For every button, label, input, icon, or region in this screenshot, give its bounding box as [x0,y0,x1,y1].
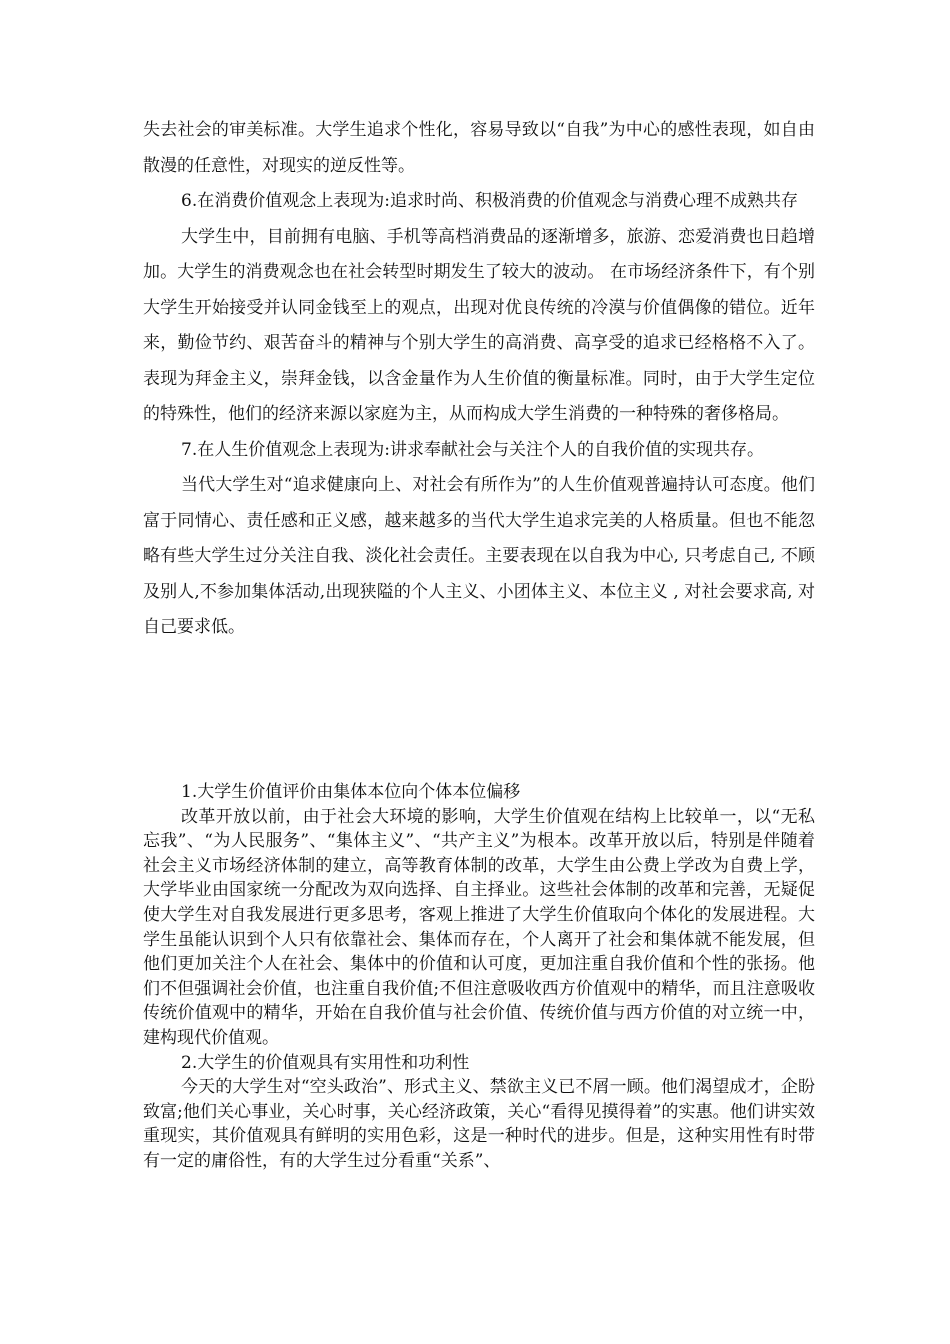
heading-consumption-values: 6.在消费价值观念上表现为:追求时尚、积极消费的价值观念与消费心理不成熟共存 [181,191,798,211]
paragraph-collective-to-individual: 改革开放以前，由于社会大环境的影响，大学生价值观在结构上比较单一，以“无私忘我”、“为人民服务”、“集体主义”、“共产主义”为根本。改革开放以后，特别是伴随着社会主义市场经济体制的建立，高等教育体制的改革，大学生由公费上学改为自费上学，大学毕业由国家统一分配改为双向选择、自主择业。这些社会体制的改革和完善，无疑促使大学生对自我发展进行更多思考，客观上推进了大学生价值取向个体化的发展进程。大学生虽能认识到个人只有依靠社会、集体而存在，个人离开了社会和集体就不能发展，但他们更加关注个人在社会、集体中的价值和认可度，更加注重自我价值和个性的张扬。他们不但强调社会价值，也注重自我价值;不但注意吸收西方价值观中的精华，而且注意吸收传统价值观中的精华，开始在自我价值与社会价值、传统价值与西方价值的对立统一中，建构现代价值观。 [143,806,815,1048]
paragraph-consumption-values: 大学生中，目前拥有电脑、手机等高档消费品的逐渐增多，旅游、恋爱消费也日趋增加。大学生的消费观念也在社会转型时期发生了较大的波动。 在市场经济条件下，有个别大学生开始接受并认同金钱至上的观点，出现对优良传统的冷漠与价值偶像的错位。近年来，勤俭节约、艰苦奋斗的精神与个别大学生的高消费、高享受的追求已经格格不入了。表现为拜金主义，崇拜金钱，以含金量作为人生价值的衡量标准。同时，由于大学生定位的特殊性，他们的经济来源以家庭为主，从而构成大学生消费的一种特殊的奢侈格局。 [143,226,815,424]
heading-collective-to-individual: 1.大学生价值评价由集体本位向个体本位偏移 [181,782,521,802]
upper-section [143,113,815,646]
paragraph-aesthetic-standard: 失去社会的审美标准。大学生追求个性化，容易导致以“自我”为中心的感性表现，如自由散漫的任意性，对现实的逆反性等。 [143,120,815,176]
paragraph-life-values: 当代大学生对“追求健康向上、对社会有所作为”的人生价值观普遍持认可态度。他们富于同情心、责任感和正义感，越来越多的当代大学生追求完美的人格质量。但也不能忽略有些大学生过分关注自我、淡化社会责任。主要表现在以自我为中心, 只考虑自己, 不顾及别人,不参加集体活动,出现狭隘的个人主义、小团体主义、本位主义 , 对社会要求高, 对自己要求低。 [143,475,815,637]
paragraph-practical-utilitarian: 今天的大学生对“空头政治”、形式主义、禁欲主义已不屑一顾。他们渴望成才，企盼致富;他们关心事业，关心时事，关心经济政策，关心“看得见摸得着”的实惠。他们讲实效重现实，其价值观具有鲜明的实用色彩，这是一种时代的进步。但是，这种实用性有时带有一定的庸俗性，有的大学生过分看重“关系”、 [143,1077,815,1171]
heading-life-values: 7.在人生价值观念上表现为:讲求奉献社会与关注个人的自我价值的实现共存。 [181,439,764,460]
lower-section [143,780,815,1174]
heading-practical-utilitarian: 2.大学生的价值观具有实用性和功利性 [181,1052,470,1073]
